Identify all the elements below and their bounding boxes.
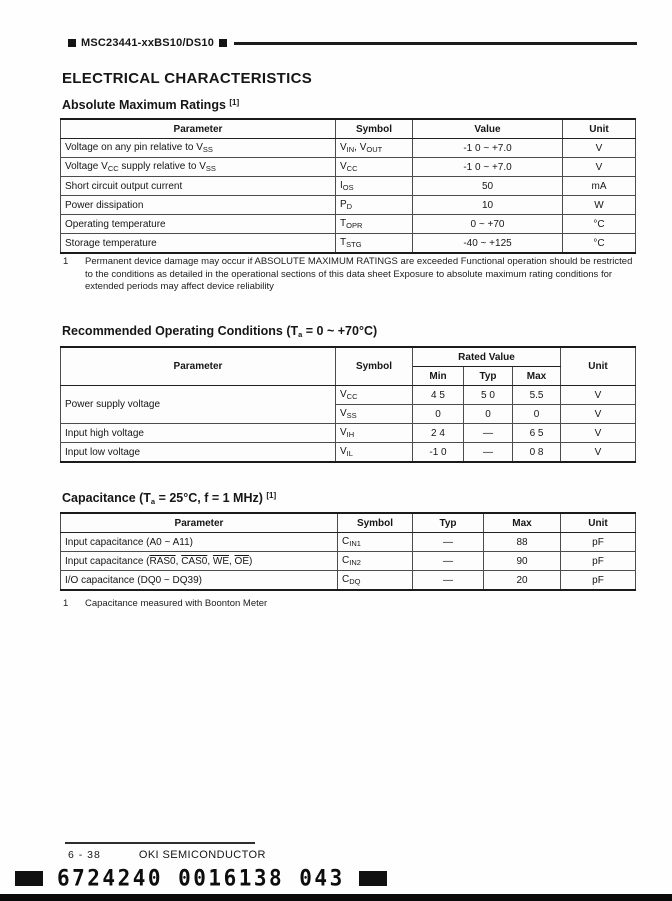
cell-unit: V — [561, 424, 636, 443]
footer-rule — [65, 842, 255, 844]
cell-max: 90 — [484, 552, 561, 571]
col-max: Max — [484, 513, 561, 533]
cell-parameter: Voltage $V_{CC}$ supply relative to $V_{SS}$ — [61, 158, 336, 177]
page-header — [63, 37, 637, 49]
col-rated-value: Rated Value — [413, 347, 561, 367]
square-bullet-icon — [219, 39, 227, 47]
cell-symbol: $P_D$ — [336, 196, 413, 215]
cell-parameter: Input high voltage — [61, 424, 336, 443]
cell-parameter: Storage temperature — [61, 234, 336, 254]
table-row — [61, 424, 636, 443]
cell-parameter: Input low voltage — [61, 443, 336, 463]
cell-unit: V — [563, 158, 636, 177]
company-name: OKI SEMICONDUCTOR — [138, 849, 266, 861]
cell-max: 88 — [484, 533, 561, 552]
cell-symbol: $C_{DQ}$ — [338, 571, 413, 591]
footnote-text: Capacitance measured with Boonton Meter — [85, 598, 268, 609]
cell-parameter: Operating temperature — [61, 215, 336, 234]
header-rule — [234, 42, 637, 45]
capacitance-table — [60, 512, 636, 591]
cell-typ: — — [413, 571, 484, 591]
col-max: Max — [513, 367, 561, 386]
table-row — [61, 386, 636, 405]
table-row — [61, 533, 636, 552]
section-title-capacitance: Capacitance ($T_a = 25^\circ C$, f = 1 MHz) [1] — [62, 491, 277, 506]
cell-max: 0 8 — [513, 443, 561, 463]
cell-unit: V — [561, 405, 636, 424]
cell-value: 10 — [413, 196, 563, 215]
col-symbol: Symbol — [338, 513, 413, 533]
cell-unit: V — [561, 386, 636, 405]
cell-unit: °C — [563, 234, 636, 254]
cell-symbol: $V_{CC}$ — [336, 158, 413, 177]
cell-typ: 5 0 — [464, 386, 513, 405]
table-row — [61, 571, 636, 591]
cell-unit: W — [563, 196, 636, 215]
cell-unit: pF — [561, 571, 636, 591]
col-value: Value — [413, 119, 563, 139]
table-row — [61, 443, 636, 463]
cell-min: 0 — [413, 405, 464, 424]
table-header-row — [61, 347, 636, 367]
col-unit: Unit — [561, 513, 636, 533]
cell-typ: — — [464, 424, 513, 443]
table-header-row — [61, 119, 636, 139]
cell-symbol: $T_{OPR}$ — [336, 215, 413, 234]
cell-unit: pF — [561, 552, 636, 571]
col-unit: Unit — [563, 119, 636, 139]
section-title-abs-max: Absolute Maximum Ratings [1] — [62, 98, 240, 112]
cell-symbol: $V_{IN}$, $V_{OUT}$ — [336, 139, 413, 158]
cell-unit: °C — [563, 215, 636, 234]
rec-op-table — [60, 346, 636, 463]
barcode-start-block-icon — [15, 871, 43, 886]
table-row — [61, 552, 636, 571]
cell-symbol: $V_{IL}$ — [336, 443, 413, 463]
table-row — [61, 215, 636, 234]
cell-parameter: Power dissipation — [61, 196, 336, 215]
cell-min: 4 5 — [413, 386, 464, 405]
col-symbol: Symbol — [336, 347, 413, 386]
col-typ: Typ — [413, 513, 484, 533]
cell-unit: mA — [563, 177, 636, 196]
cell-symbol: $V_{IH}$ — [336, 424, 413, 443]
cell-unit: pF — [561, 533, 636, 552]
cell-parameter: Power supply voltage — [61, 386, 336, 424]
cell-symbol: $V_{CC}$ — [336, 386, 413, 405]
cell-value: -1 0 ~ +7.0 — [413, 139, 563, 158]
table-row — [61, 234, 636, 254]
abs-max-table — [60, 118, 636, 254]
cell-parameter: Short circuit output current — [61, 177, 336, 196]
part-number-text: MSC23441-xxBS10/DS10 — [81, 37, 215, 49]
cell-max: 0 — [513, 405, 561, 424]
table-row — [61, 177, 636, 196]
cell-value: -40 ~ +125 — [413, 234, 563, 254]
cell-value: 0 ~ +70 — [413, 215, 563, 234]
cell-unit: V — [563, 139, 636, 158]
page-number: 6 - 38 — [68, 849, 101, 861]
cell-max: 20 — [484, 571, 561, 591]
col-parameter: Parameter — [61, 513, 338, 533]
page-title: ELECTRICAL CHARACTERISTICS — [62, 70, 313, 87]
cell-symbol: $T_{STG}$ — [336, 234, 413, 254]
table-row — [61, 139, 636, 158]
part-number — [63, 37, 232, 49]
barcode-row — [15, 866, 387, 890]
cell-typ: — — [413, 552, 484, 571]
cell-symbol: $C_{IN1}$ — [338, 533, 413, 552]
col-unit: Unit — [561, 347, 636, 386]
col-min: Min — [413, 367, 464, 386]
footnote-text: Permanent device damage may occur if ABSOLUTE MAXIMUM RATINGS are exceeded Functional operation should be restricted to the conditions as detailed in the operational sections of this data sheet Exposure to absolute maximum rating conditions for extended periods may affect device reliability — [85, 256, 633, 292]
cell-min: -1 0 — [413, 443, 464, 463]
footnote-number: 1 — [63, 598, 69, 609]
barcode-digits: 6724240 0016138 043 — [57, 865, 345, 891]
table-header-row — [61, 513, 636, 533]
cell-min: 2 4 — [413, 424, 464, 443]
cell-typ: 0 — [464, 405, 513, 424]
cell-symbol: $I_{OS}$ — [336, 177, 413, 196]
col-typ: Typ — [464, 367, 513, 386]
cell-value: 50 — [413, 177, 563, 196]
cell-parameter: Input capacitance (RAS0, CAS0, $\overline{WE}$, $\overline{OE}$) — [61, 552, 338, 571]
section-title-rec-op: Recommended Operating Conditions ($T_a = 0$ ~ +70°C) — [62, 324, 378, 339]
cell-max: 5.5 — [513, 386, 561, 405]
table-row — [61, 196, 636, 215]
footnote-abs-max — [63, 256, 636, 294]
square-bullet-icon — [68, 39, 76, 47]
cell-value: -1 0 ~ +7.0 — [413, 158, 563, 177]
cell-symbol: $V_{SS}$ — [336, 405, 413, 424]
cell-parameter: Input capacitance (A0 ~ A11) — [61, 533, 338, 552]
col-parameter: Parameter — [61, 347, 336, 386]
cell-parameter: Voltage on any pin relative to $V_{SS}$ — [61, 139, 336, 158]
footnote-capacitance — [63, 598, 636, 611]
col-parameter: Parameter — [61, 119, 336, 139]
bottom-edge-bar — [0, 894, 672, 901]
cell-max: 6 5 — [513, 424, 561, 443]
cell-unit: V — [561, 443, 636, 463]
cell-parameter: I/O capacitance (DQ0 ~ DQ39) — [61, 571, 338, 591]
barcode-end-block-icon — [359, 871, 387, 886]
cell-symbol: $C_{IN2}$ — [338, 552, 413, 571]
table-row — [61, 158, 636, 177]
cell-typ: — — [413, 533, 484, 552]
cell-typ: — — [464, 443, 513, 463]
col-symbol: Symbol — [336, 119, 413, 139]
page-footer — [68, 849, 266, 861]
footnote-number: 1 — [63, 256, 69, 267]
